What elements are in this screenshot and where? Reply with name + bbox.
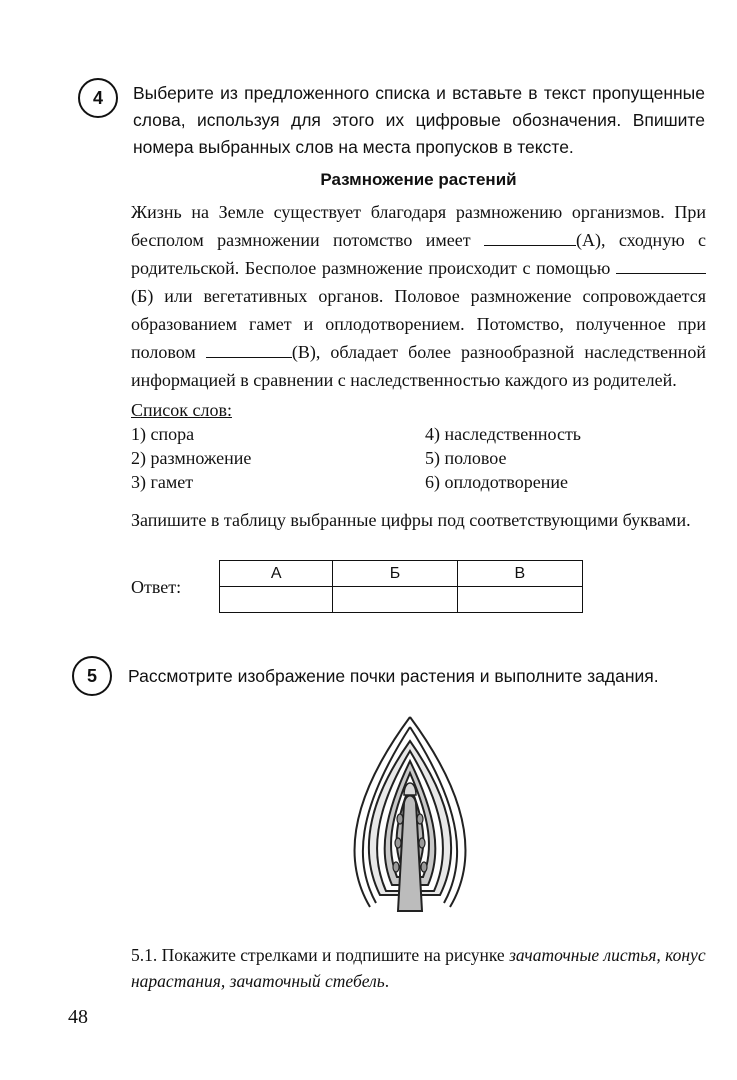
- answer-header-c: В: [457, 561, 582, 587]
- question-number-5: 5: [72, 656, 112, 696]
- q4-text-part3: (Б) или вегетативных органов. Половое размножение сопровождается образованием гамет и оплодотворением. Потомство, полученное при половом: [131, 286, 706, 362]
- axillary-bud: [393, 862, 399, 872]
- answer-header-b: Б: [333, 561, 457, 587]
- axillary-bud: [417, 814, 423, 824]
- word-item-3: 3) гамет: [131, 472, 194, 492]
- word-list-title: Список слов:: [131, 400, 232, 420]
- q5-task-5-1: [131, 942, 706, 994]
- q4-text: [131, 198, 706, 394]
- answer-cell-a[interactable]: [220, 587, 333, 613]
- page-number: 48: [68, 1006, 88, 1028]
- q4-text-part2: (А), сходную с родительской. Бесполое размножение происходит с помощью: [131, 230, 707, 278]
- axillary-bud: [421, 862, 427, 872]
- word-item-1: 1) спора: [131, 424, 195, 444]
- q4-text-part1: Жизнь на Земле существует благодаря размножению организмов. При бесполом размножении потомство имеет: [131, 202, 706, 250]
- q4-text-part4: (В), обладает более разнообразной наследственной информацией в сравнении с наследственностью каждого из родителей.: [131, 342, 706, 390]
- answer-label: Ответ:: [131, 577, 182, 597]
- growth-cone: [404, 783, 416, 795]
- q4-heading: Размножение растений: [320, 170, 517, 189]
- blank-b[interactable]: [616, 257, 706, 274]
- axillary-bud: [395, 838, 401, 848]
- answer-header-row: [220, 561, 583, 587]
- table-instruction: Запишите в таблицу выбранные цифры под соответствующими буквами.: [131, 510, 691, 530]
- blank-c[interactable]: [206, 341, 292, 358]
- task-italic: зачаточные листья, конус нарастания, зачаточный стебель: [131, 945, 706, 991]
- answer-cell-b[interactable]: [333, 587, 457, 613]
- word-item-2: 2) размножение: [131, 448, 252, 468]
- question-number-4: 4: [78, 78, 118, 118]
- plant-bud-illustration: [340, 715, 480, 915]
- word-item-4: 4) наследственность: [425, 424, 582, 444]
- answer-table: [219, 560, 583, 613]
- blank-a[interactable]: [484, 229, 576, 246]
- axillary-bud: [397, 814, 403, 824]
- word-item-5: 5) половое: [425, 448, 507, 468]
- answer-header-a: А: [220, 561, 333, 587]
- word-item-6: 6) оплодотворение: [425, 472, 568, 492]
- task-suffix: .: [384, 971, 390, 991]
- axillary-bud: [419, 838, 425, 848]
- answer-cell-c[interactable]: [457, 587, 582, 613]
- q5-instruction: Рассмотрите изображение почки растения и выполните задания.: [128, 666, 659, 686]
- answer-value-row: [220, 587, 583, 613]
- task-prefix: 5.1. Покажите стрелками и подпишите на рисунке: [131, 945, 510, 965]
- q4-instruction: Выберите из предложенного списка и вставьте в текст пропущенные слова, используя для этого их цифровые обозначения. Впишите номера выбранных слов на места пропусков в тексте.: [133, 83, 705, 157]
